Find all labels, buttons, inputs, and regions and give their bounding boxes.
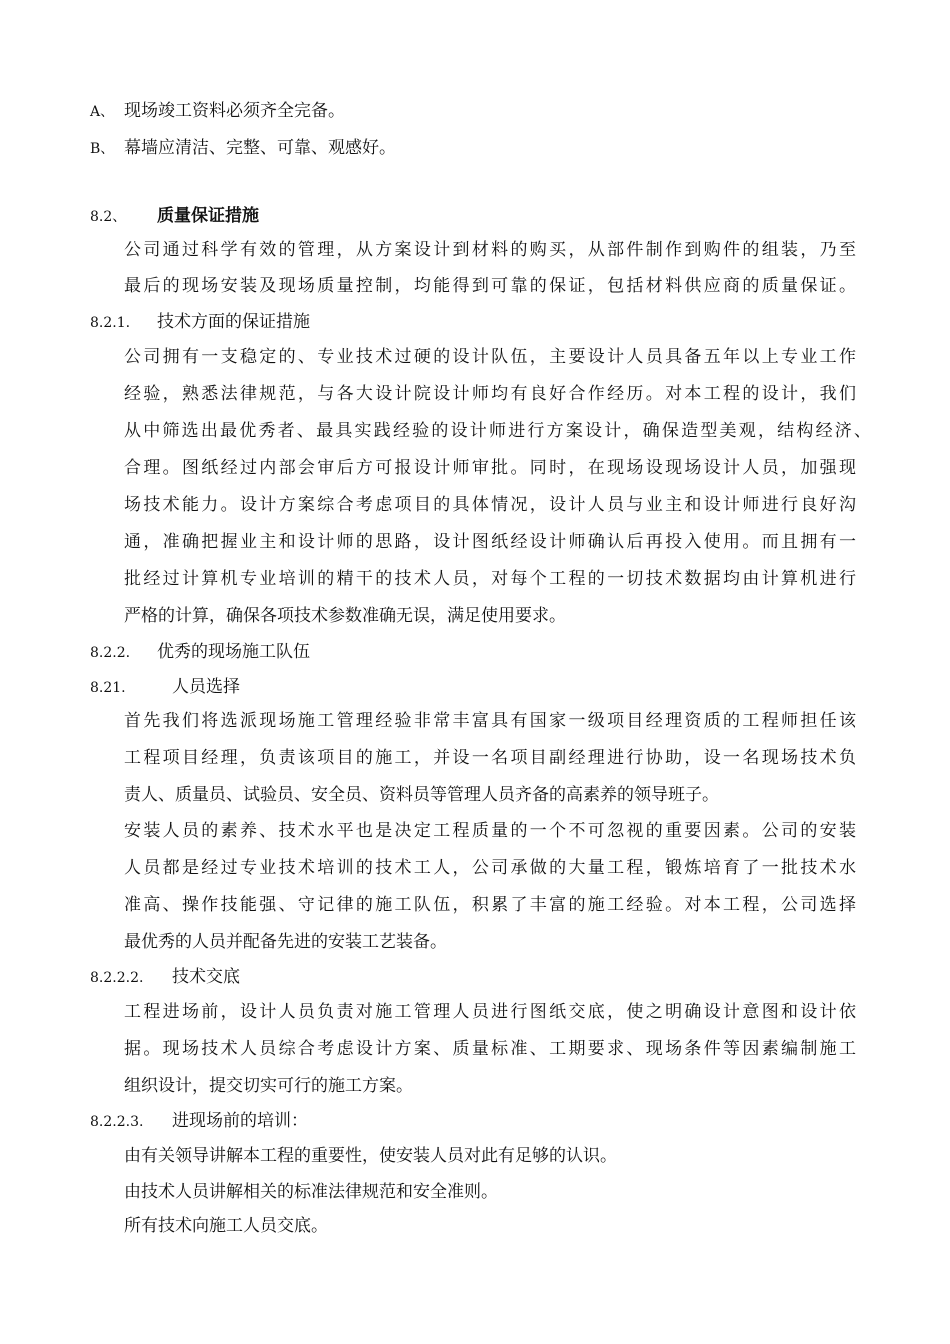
item-a-text: 现场竣工资料必须齐全完备。 xyxy=(124,101,345,121)
section-8-2-2-1-paragraph-line: 人员都是经过专业技术培训的技术工人，公司承做的大量工程，锻炼培育了一批技术水 xyxy=(124,858,856,878)
section-8-2-1-paragraph-line: 从中筛选出最优秀者、最具实践经验的设计师进行方案设计，确保造型美观，结构经济、 xyxy=(124,421,871,441)
section-8-2-1-paragraph-line: 公司拥有一支稳定的、专业技术过硬的设计队伍，主要设计人员具备五年以上专业工作 xyxy=(124,347,856,367)
item-b-label: B、 xyxy=(90,141,115,157)
section-8-2-2-3-line: 由技术人员讲解相关的标准法律规范和安全准则。 xyxy=(124,1182,498,1202)
section-8-2-paragraph-line: 最后的现场安装及现场质量控制，均能得到可靠的保证，包括材料供应商的质量保证。 xyxy=(124,276,856,296)
section-8-2-1-paragraph-line: 场技术能力。设计方案综合考虑项目的具体情况，设计人员与业主和设计师进行良好沟 xyxy=(124,495,856,515)
section-8-2-1-paragraph-line: 批经过计算机专业培训的精干的技术人员，对每个工程的一切技术数据均由计算机进行 xyxy=(124,569,856,589)
section-8-2-2-2-paragraph-line: 工程进场前，设计人员负责对施工管理人员进行图纸交底，使之明确设计意图和设计依 xyxy=(124,1002,856,1022)
section-8-2-2-3-line: 所有技术向施工人员交底。 xyxy=(124,1216,328,1236)
section-8-2-2-2-paragraph-line: 组织设计，提交切实可行的施工方案。 xyxy=(124,1076,413,1096)
section-8-2-2-1-paragraph-line: 最优秀的人员并配备先进的安装工艺装备。 xyxy=(124,932,447,952)
section-8-2-2-3-title: 进现场前的培训： xyxy=(172,1111,308,1131)
section-8-2-2-number: 8.2.2. xyxy=(90,645,131,661)
item-a-label: A、 xyxy=(90,104,115,120)
section-8-2-2-1-paragraph-line: 准高、操作技能强、守记律的施工队伍，积累了丰富的施工经验。对本工程，公司选择 xyxy=(124,895,856,915)
section-8-2-1-paragraph-line: 合理。图纸经过内部会审后方可报设计师审批。同时，在现场设现场设计人员，加强现 xyxy=(124,458,856,478)
section-8-2-1-number: 8.2.1. xyxy=(90,315,131,331)
section-8-2-2-2-title: 技术交底 xyxy=(172,967,240,987)
section-8-2-2-2-number: 8.2.2.2. xyxy=(90,970,144,986)
section-8-2-1-paragraph-line: 通，准确把握业主和设计师的思路，设计图纸经设计师确认后再投入使用。而且拥有一 xyxy=(124,532,856,552)
section-8-2-1-paragraph-line: 经验，熟悉法律规范，与各大设计院设计师均有良好合作经历。对本工程的设计，我们 xyxy=(124,384,856,404)
section-8-2-2-1-paragraph-line: 责人、质量员、试验员、安全员、资料员等管理人员齐备的高素养的领导班子。 xyxy=(124,785,719,805)
section-8-2-2-1-paragraph-line: 安装人员的素养、技术水平也是决定工程质量的一个不可忽视的重要因素。公司的安装 xyxy=(124,821,856,841)
section-8-2-1-paragraph-line: 严格的计算，确保各项技术参数准确无误，满足使用要求。 xyxy=(124,606,566,626)
section-8-2-number: 8.2、 xyxy=(90,209,127,225)
section-8-2-2-1-title: 人员选择 xyxy=(172,677,240,697)
section-8-2-1-title: 技术方面的保证措施 xyxy=(157,312,310,332)
section-8-2-paragraph-line: 公司通过科学有效的管理，从方案设计到材料的购买，从部件制作到购件的组装，乃至 xyxy=(124,240,856,260)
section-8-2-2-2-paragraph-line: 据。现场技术人员综合考虑设计方案、质量标准、工期要求、现场条件等因素编制施工 xyxy=(124,1039,856,1059)
section-8-2-2-1-number: 8.21. xyxy=(90,680,126,696)
section-8-2-2-3-line: 由有关领导讲解本工程的重要性，使安装人员对此有足够的认识。 xyxy=(124,1146,617,1166)
section-8-2-2-1-paragraph-line: 首先我们将选派现场施工管理经验非常丰富具有国家一级项目经理资质的工程师担任该 xyxy=(124,711,856,731)
section-8-2-title: 质量保证措施 xyxy=(157,206,259,226)
section-8-2-2-1-paragraph-line: 工程项目经理，负责该项目的施工，并设一名项目副经理进行协助，设一名现场技术负 xyxy=(124,748,856,768)
item-b-text: 幕墙应清洁、完整、可靠、观感好。 xyxy=(124,138,396,158)
section-8-2-2-3-number: 8.2.2.3. xyxy=(90,1114,144,1130)
section-8-2-2-title: 优秀的现场施工队伍 xyxy=(157,642,310,662)
